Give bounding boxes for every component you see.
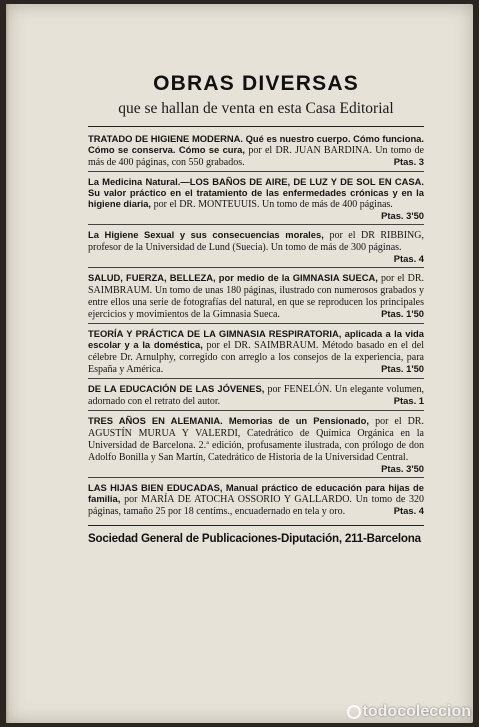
book-price: Ptas. 1 xyxy=(393,395,424,406)
entry-divider xyxy=(88,378,424,379)
book-description: por el DR. AGUSTÍN MURUA Y VALERDI, Catedrático de Química Orgánica en la Universidad de Barcelona. 2.ª edición, profusamente ilustrada, con prólogo de don Adolfo Bonilla y San Martín, Catedrático de Historia de la Universidad Central. xyxy=(88,416,424,463)
book-title: DE LA EDUCACIÓN DE LAS JÓVENES, xyxy=(88,383,265,394)
entry-divider xyxy=(88,267,424,268)
book-entry xyxy=(88,415,424,474)
book-description: por MARÍA DE ATOCHA OSSORIO Y GALLARDO. Un tomo de 320 páginas, tamaño 25 por 18 centíms., encuadernado en tela y oro. xyxy=(88,494,424,517)
book-price: Ptas. 4 xyxy=(393,253,424,264)
book-title: La Higiene Sexual y sus consecuencias morales, xyxy=(88,229,324,240)
watermark-text: todocoleccion xyxy=(362,703,471,720)
book-price: Ptas. 1'50 xyxy=(381,308,424,319)
book-description: por el DR RIBBING, profesor de la Universidad de Lund (Suecia). Un tomo de más de 300 páginas. xyxy=(88,230,424,253)
publisher-address: Sociedad General de Publicaciones-Diputación, 211-Barcelona xyxy=(88,532,421,545)
book-title: TEORÍA Y PRÁCTICA DE LA GIMNASIA RESPIRATORIA, aplicada a la vida escolar y a la doméstica, xyxy=(88,328,424,350)
entry-divider xyxy=(88,410,424,411)
book-description: por el DR. JUAN BARDINA. Un tomo de más de 400 páginas, con 550 grabados. xyxy=(88,145,424,168)
book-entry xyxy=(88,272,424,320)
book-price: Ptas. 1'50 xyxy=(381,363,424,374)
book-title: La Medicina Natural.—LOS BAÑOS DE AIRE, DE LUZ Y DE SOL EN CASA. Su valor práctico en el tratamiento de las enfermedades crónicas y en la higiene diaria, xyxy=(88,176,424,209)
todocoleccion-logo-icon xyxy=(347,705,361,719)
book-entry xyxy=(88,176,424,221)
book-title: TRATADO DE HIGIENE MODERNA. Qué es nuestro cuerpo. Cómo funciona. Cómo se conserva. Cómo se cura, xyxy=(88,133,424,155)
entry-divider xyxy=(88,171,424,172)
book-entry xyxy=(88,328,424,375)
book-entry xyxy=(88,383,424,407)
book-description: por el DR. MONTEUUIS. Un tomo de más de 400 páginas. xyxy=(153,199,393,210)
catalog-title: OBRAS DIVERSAS xyxy=(153,72,359,95)
book-description: por FENELÓN. Un elegante volumen, adornado con el retrato del autor. xyxy=(88,384,424,407)
book-title: LAS HIJAS BIEN EDUCADAS, Manual práctico de educación para hijas de familia, xyxy=(88,482,424,504)
book-description: por el DR. SAIMBRAUM. Un tomo de unas 180 páginas, ilustrado con numerosos grabados y entre ellos una serie de fotografías del natural, en que se reproducen los principales ejercicios y movimientos de la Gimnasia Sueca. xyxy=(88,273,424,320)
catalog-content xyxy=(88,70,424,545)
book-entry xyxy=(88,482,424,517)
book-description: por el DR. SAIMBRAUM. Método basado en el del célebre Dr. Arnulphy, corregido con arreglo a los consejos de la experiencia, para España y América. xyxy=(88,340,424,375)
book-title: SALUD, FUERZA, BELLEZA, por medio de la GIMNASIA SUECA, xyxy=(88,272,378,283)
watermark xyxy=(347,703,471,721)
entry-divider xyxy=(88,323,424,324)
book-title: TRES AÑOS EN ALEMANIA. Memorias de un Pensionado, xyxy=(88,415,369,426)
book-price: Ptas. 3'50 xyxy=(381,210,424,221)
footer-rule xyxy=(88,525,424,526)
catalog-subtitle: que se hallan de venta en esta Casa Editorial xyxy=(118,100,394,117)
book-price: Ptas. 4 xyxy=(393,505,424,516)
entry-divider xyxy=(88,224,424,225)
book-price: Ptas. 3 xyxy=(393,156,424,167)
book-entry xyxy=(88,229,424,264)
title-rule xyxy=(88,126,424,127)
book-price: Ptas. 3'50 xyxy=(381,463,424,474)
cover-edge xyxy=(6,4,9,723)
entry-divider xyxy=(88,477,424,478)
book-entry xyxy=(88,133,424,168)
